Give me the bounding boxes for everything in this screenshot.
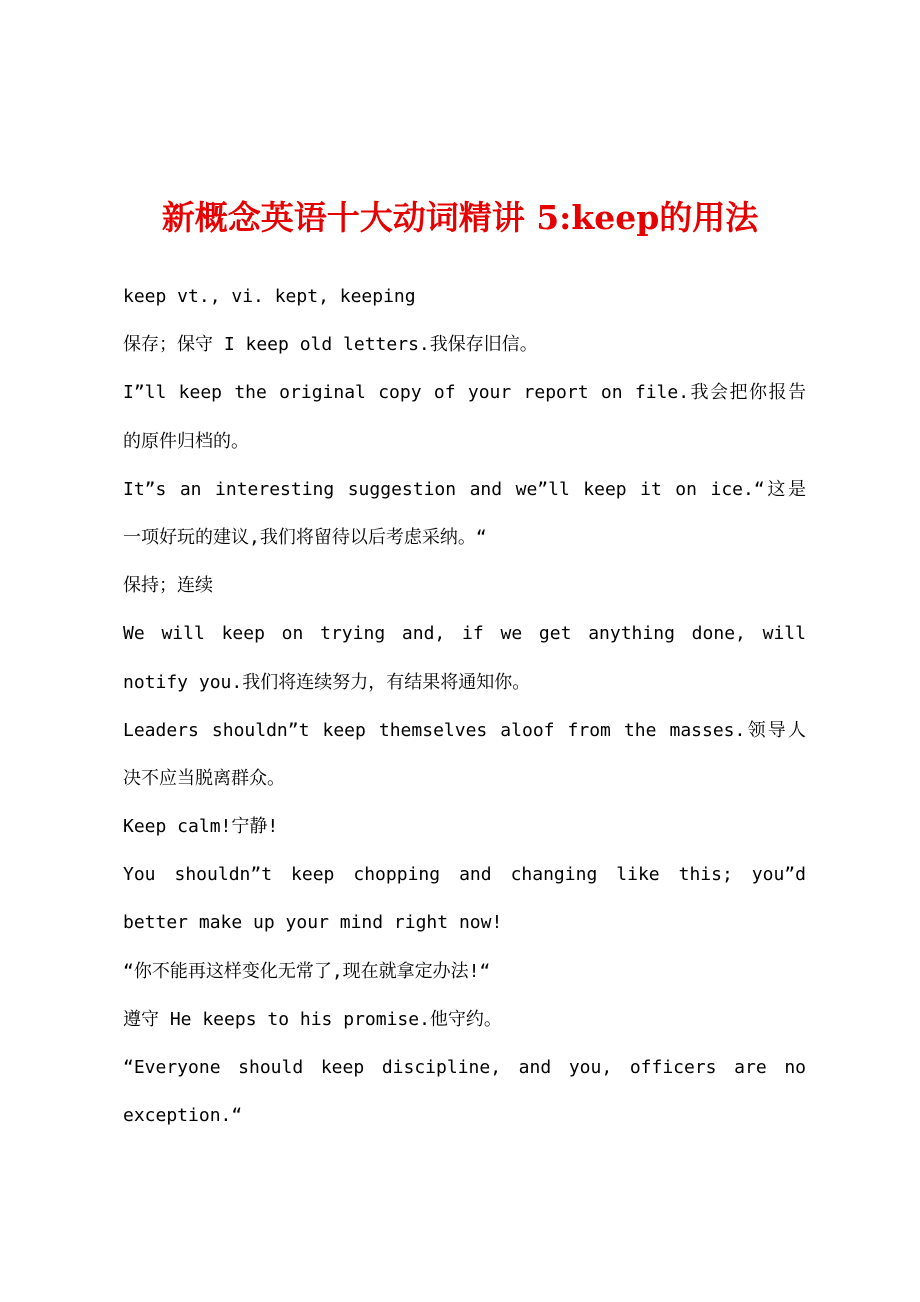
body-line-5: It”s an interesting suggestion and we”ll keep it on ice.“这是 (123, 478, 806, 500)
body-line-1: keep vt., vi. kept, keeping (123, 286, 416, 307)
body-line-3: I”ll keep the original copy of your report on file.我会把你报告 (123, 382, 806, 404)
body-line-16: 遵守 He keeps to his promise.他守约。 (123, 1008, 502, 1030)
body-line-7: 保持；连续 (123, 575, 213, 597)
body-line-9: notify you.我们将连续努力，有结果将通知你。 (123, 671, 531, 693)
body-line-6: 一项好玩的建议,我们将留待以后考虑采纳。“ (123, 526, 487, 548)
body-line-13: You shouldn”t keep chopping and changing like this; you”d (123, 864, 806, 886)
body-line-14: better make up your mind right now! (123, 912, 503, 934)
body-line-12: Keep calm!宁静! (123, 816, 279, 838)
body-line-4: 的原件归档的。 (123, 430, 249, 452)
body-line-2: 保存；保守 I keep old letters.我保存旧信。 (123, 334, 538, 356)
document-body (123, 273, 806, 1140)
body-line-8: We will keep on trying and, if we get anything done, will (123, 623, 806, 645)
body-line-15: “你不能再这样变化无常了,现在就拿定办法!“ (123, 960, 491, 982)
body-line-11: 决不应当脱离群众。 (123, 767, 285, 789)
document-title: 新概念英语十大动词精讲 5:keep的用法 (161, 198, 759, 237)
body-line-10: Leaders shouldn”t keep themselves aloof from the masses.领导人 (123, 719, 806, 741)
body-line-17: “Everyone should keep discipline, and you, officers are no (123, 1057, 806, 1078)
body-line-18: exception.“ (123, 1105, 243, 1127)
